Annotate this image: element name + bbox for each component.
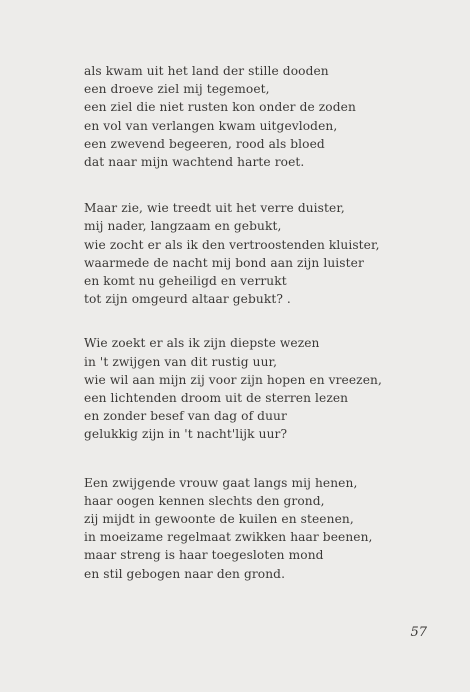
poem-line: in moeizame regelmaat zwikken haar beenen, <box>84 530 373 545</box>
poem-line: een zwevend begeeren, rood als bloed <box>84 136 325 151</box>
stanza-3 <box>84 334 424 443</box>
poem-line: tot zijn omgeurd altaar gebukt? . <box>84 292 291 307</box>
poem-line: wie wil aan mijn zij voor zijn hopen en vreezen, <box>84 372 382 387</box>
poem-line: en komt nu geheiligd en verrukt <box>84 274 287 289</box>
stanza-2 <box>84 199 424 308</box>
poem-line: maar streng is haar toegesloten mond <box>84 548 324 563</box>
poem-line: gelukkig zijn in 't nacht'lijk uur? <box>84 427 288 442</box>
poem-line: haar oogen kennen slechts den grond, <box>84 493 325 508</box>
page-number: 57 <box>410 625 427 640</box>
poem <box>84 62 424 611</box>
poem-line: een ziel die niet rusten kon onder de zoden <box>84 100 356 115</box>
poem-line: en zonder besef van dag of duur <box>84 409 287 424</box>
poem-line: zij mijdt in gewoonte de kuilen en steenen, <box>84 512 354 527</box>
poem-line: in 't zwijgen van dit rustig uur, <box>84 354 278 369</box>
poem-line: mij nader, langzaam en gebukt, <box>84 219 282 234</box>
poem-line: wie zocht er als ik den vertroostenden kluister, <box>84 237 380 252</box>
poem-line: en stil gebogen naar den grond. <box>84 566 286 581</box>
poem-line: Een zwijgende vrouw gaat langs mij henen, <box>84 475 358 490</box>
poem-line: waarmede de nacht mij bond aan zijn luister <box>84 255 364 270</box>
stanza-1 <box>84 62 424 171</box>
poem-line: en vol van verlangen kwam uitgevloden, <box>84 118 338 133</box>
poem-line: een droeve ziel mij tegemoet, <box>84 82 270 97</box>
poem-line: Maar zie, wie treedt uit het verre duister, <box>84 201 345 216</box>
stanza-4 <box>84 474 424 583</box>
poem-line: als kwam uit het land der stille dooden <box>84 64 329 78</box>
poem-line: Wie zoekt er als ik zijn diepste wezen <box>84 336 320 351</box>
poem-line: een lichtenden droom uit de sterren lezen <box>84 391 349 406</box>
poem-line: dat naar mijn wachtend harte roet. <box>84 155 305 170</box>
